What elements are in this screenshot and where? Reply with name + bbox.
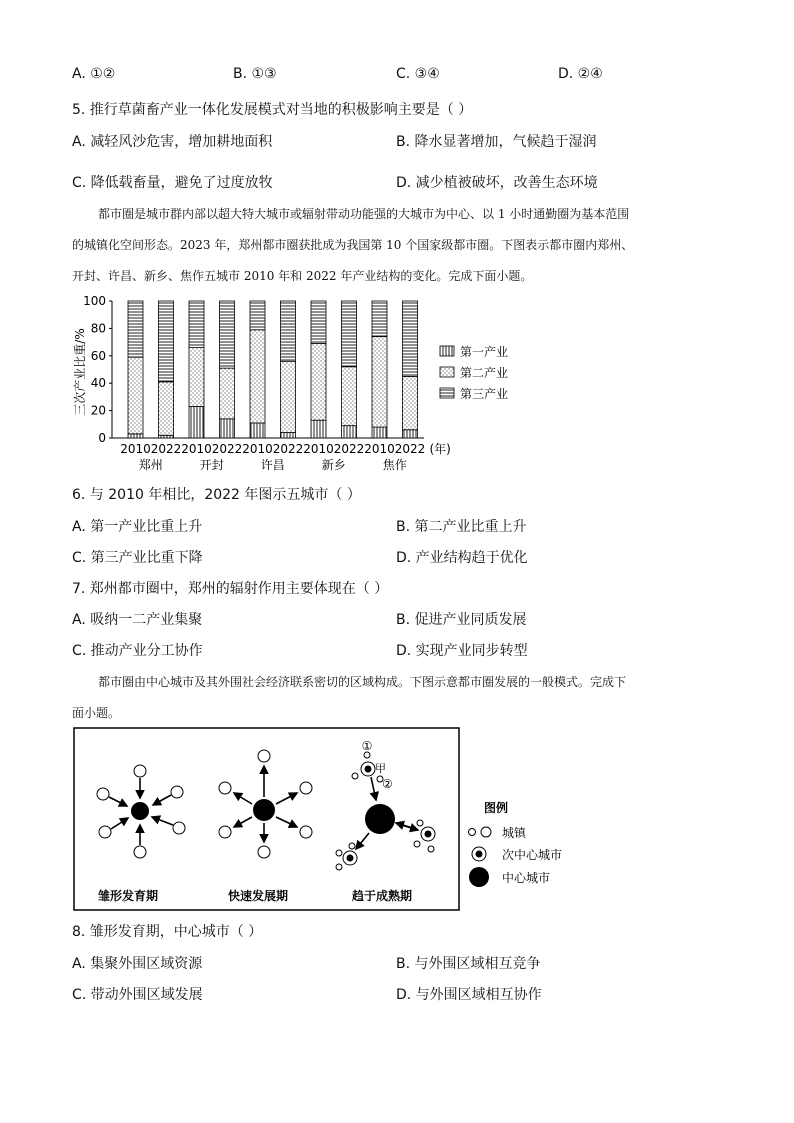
q7-option-c: C. 推动产业分工协作 — [72, 643, 203, 659]
q6-stem: 6. 与 2010 年相比，2022 年图示五城市（ ） — [72, 487, 361, 503]
bar-tertiary — [250, 301, 265, 330]
bar-tertiary — [220, 301, 235, 368]
passage1-line2: 的城镇化空间形态。2023 年，郑州都市圈获批成为我国第 10 个国家级都市圈。下图表示都市圈内郑州、 — [72, 238, 634, 252]
bar-tertiary — [189, 301, 204, 348]
x-year-label: 2022 — [394, 442, 426, 456]
x-city-label: 新乡 — [321, 458, 346, 472]
legend-center: 中心城市 — [502, 871, 551, 885]
bar-secondary — [189, 348, 204, 407]
legend-swatch — [440, 367, 454, 377]
q5-stem: 5. 推行草菌畜产业一体化发展模式对当地的积极影响主要是（ ） — [72, 102, 473, 118]
q4-option-a: A. ①② — [72, 66, 116, 82]
q8-option-c: C. 带动外围区域发展 — [72, 987, 203, 1003]
legend-label: 第一产业 — [460, 345, 509, 359]
q4-option-c: C. ③④ — [396, 66, 440, 82]
q4-option-b: B. ①③ — [233, 66, 277, 82]
legend-swatch — [440, 346, 454, 356]
y-tick-label: 100 — [83, 294, 106, 308]
stage1-graphic — [97, 765, 185, 858]
bar-primary — [372, 427, 387, 438]
x-year-label: 2010 — [303, 442, 334, 456]
passage1-line1: 都市圈是城市群内部以超大特大城市或辐射带动功能强的大城市为中心、以 1 小时通勤圈为基本范围 — [98, 207, 630, 221]
bar-tertiary — [311, 301, 326, 343]
q7-option-b: B. 促进产业同质发展 — [396, 612, 527, 628]
bar-primary — [189, 406, 204, 438]
legend-town: 城镇 — [502, 826, 527, 840]
bar-secondary — [342, 367, 357, 426]
bar-primary — [342, 426, 357, 438]
y-tick-label: 80 — [90, 321, 106, 336]
bar-primary — [403, 430, 418, 438]
q5-option-c: C. 降低载畜量，避免了过度放牧 — [72, 175, 273, 191]
stage2-graphic — [219, 750, 312, 858]
y-tick-label: 40 — [90, 376, 106, 391]
bar-primary — [220, 419, 235, 438]
q7-stem: 7. 郑州都市圈中，郑州的辐射作用主要体现在（ ） — [72, 581, 389, 597]
q5-option-a: A. 减轻风沙危害，增加耕地面积 — [72, 134, 273, 150]
bar-primary — [311, 420, 326, 438]
mark-2: ② — [382, 777, 393, 791]
x-city-label: 郑州 — [138, 458, 163, 472]
x-city-label: 焦作 — [382, 458, 407, 472]
x-year-label: 2022 — [333, 442, 365, 456]
bar-primary — [128, 434, 143, 438]
x-axis-unit: (年) — [429, 442, 451, 456]
q8-option-d: D. 与外围区域相互协作 — [396, 987, 542, 1003]
q6-option-d: D. 产业结构趋于优化 — [396, 550, 528, 566]
q7-option-d: D. 实现产业同步转型 — [396, 643, 528, 659]
stage3-graphic — [336, 739, 435, 870]
legend-swatch — [440, 388, 454, 398]
q6-option-a: A. 第一产业比重上升 — [72, 519, 203, 535]
center-city-icon — [469, 867, 489, 887]
legend-title: 图例 — [484, 801, 509, 815]
bar-tertiary — [403, 301, 418, 376]
chart-ylabel: 三次产业比重/% — [73, 328, 87, 416]
x-year-label: 2022 — [272, 442, 304, 456]
town-small-icon — [469, 829, 476, 836]
passage1-line3: 开封、许昌、新乡、焦作五城市 2010 年和 2022 年产业结构的变化。完成下面小题。 — [72, 269, 533, 283]
x-city-label: 开封 — [199, 458, 224, 472]
bar-primary — [250, 423, 265, 438]
stage2-label: 快速发展期 — [227, 889, 289, 903]
q5-option-d: D. 减少植被破坏，改善生态环境 — [396, 175, 598, 191]
y-tick-label: 60 — [90, 348, 106, 363]
subcenter-icon-core — [476, 851, 483, 858]
x-year-label: 2010 — [242, 442, 273, 456]
passage2-line2: 面小题。 — [72, 706, 121, 720]
q8-option-b: B. 与外围区域相互竞争 — [396, 956, 541, 972]
bar-secondary — [311, 343, 326, 420]
bar-tertiary — [159, 301, 174, 382]
bar-secondary — [159, 382, 174, 435]
x-year-label: 2010 — [120, 442, 151, 456]
mark-jia: 甲 — [375, 762, 386, 775]
q6-option-c: C. 第三产业比重下降 — [72, 550, 203, 566]
bar-tertiary — [128, 301, 143, 357]
q6-option-b: B. 第二产业比重上升 — [396, 519, 527, 535]
x-year-label: 2010 — [364, 442, 395, 456]
x-year-label: 2022 — [150, 442, 182, 456]
y-tick-label: 0 — [98, 431, 106, 445]
q4-option-d: D. ②④ — [558, 66, 603, 82]
industry-structure-chart — [70, 290, 540, 475]
legend-subcenter: 次中心城市 — [502, 848, 563, 862]
x-year-label: 2022 — [211, 442, 243, 456]
bar-primary — [159, 435, 174, 438]
legend-label: 第二产业 — [460, 366, 509, 380]
bar-secondary — [220, 368, 235, 419]
y-tick-label: 20 — [90, 403, 106, 418]
q8-option-a: A. 集聚外围区域资源 — [72, 956, 203, 972]
bar-secondary — [281, 361, 296, 432]
bar-secondary — [372, 337, 387, 427]
bar-secondary — [250, 330, 265, 423]
q8-stem: 8. 雏形发育期，中心城市（ ） — [72, 924, 263, 940]
stage1-label: 雏形发育期 — [97, 889, 159, 903]
bar-secondary — [128, 357, 143, 434]
q5-option-b: B. 降水显著增加，气候趋于湿润 — [396, 134, 597, 150]
x-city-label: 许昌 — [260, 458, 285, 472]
passage2-line1: 都市圈由中心城市及其外围社会经济联系密切的区域构成。下图示意都市圈发展的一般模式。完成下 — [98, 675, 627, 689]
bar-tertiary — [342, 301, 357, 367]
metro-development-diagram — [70, 726, 590, 916]
bar-primary — [281, 433, 296, 438]
bar-tertiary — [372, 301, 387, 337]
bar-secondary — [403, 376, 418, 429]
stage3-label: 趋于成熟期 — [351, 889, 413, 903]
legend-label: 第三产业 — [460, 387, 509, 401]
bar-tertiary — [281, 301, 296, 361]
mark-1: ① — [361, 739, 373, 753]
town-large-icon — [481, 827, 491, 837]
x-year-label: 2010 — [181, 442, 212, 456]
q7-option-a: A. 吸纳一二产业集聚 — [72, 612, 203, 628]
